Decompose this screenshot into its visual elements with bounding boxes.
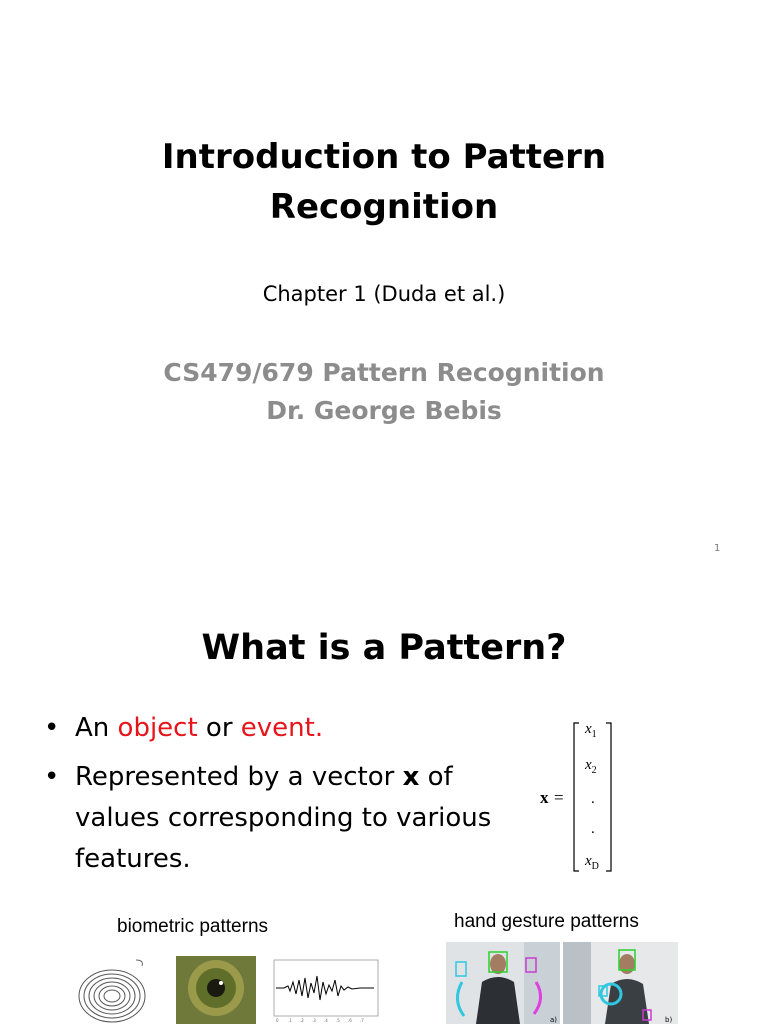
svg-text:.7: .7 [360,1018,364,1023]
chapter-subtitle: Chapter 1 (Duda et al.) [262,282,506,306]
bullet-item-vector [44,757,504,880]
title-line-1: Introduction to Pattern [161,137,607,177]
right-bracket [606,723,611,871]
bullet-text: Represented by a vector [75,762,403,792]
instructor-name: Dr. George Bebis [266,396,502,425]
vector-entry-5: $x_D$ [585,853,599,872]
vector-entry-1: $x_1$ [585,721,597,740]
highlight-event: event. [240,713,324,743]
vector-entry-3: . [591,791,595,807]
bullet-dot: • [44,713,60,743]
bullet-text: or [197,713,241,743]
vector-entry-2: $x_2$ [585,757,597,776]
page-number: 1 [714,543,721,554]
vector-equals: = [554,788,564,807]
gesture-label-a: a) [550,1016,558,1024]
gesture-image-b [563,942,678,1024]
course-info [0,354,768,430]
pattern-slide [0,576,768,1024]
left-bracket [574,723,579,871]
biometric-caption: biometric patterns [117,916,269,937]
vector-symbol: x [402,762,420,792]
hand-gesture-caption: hand gesture patterns [454,911,639,932]
svg-text:.4: .4 [324,1018,328,1023]
bullet-text: of values corresponding to various features. [75,762,492,874]
gesture-label-b: b) [665,1016,673,1024]
course-name: CS479/679 Pattern Recognition [163,358,605,387]
bullet-list [44,708,504,888]
voice-waveform-image [270,958,382,1024]
svg-text:.5: .5 [336,1018,340,1023]
highlight-object: object [117,713,198,743]
svg-text:0: 0 [276,1018,279,1023]
bullet-item-object-event [44,708,504,749]
bullet-dot: • [44,762,60,792]
svg-text:.2: .2 [300,1018,304,1023]
title-line-2: Recognition [269,187,499,227]
slide-title: What is a Pattern? [201,628,567,668]
slide-title [0,132,768,232]
iris-image [176,956,256,1024]
feature-vector-equation [530,719,625,874]
vector-lhs: x [540,788,549,807]
svg-text:.6: .6 [348,1018,352,1023]
vector-entry-4: . [591,821,595,837]
bullet-text: An [75,713,118,743]
gesture-image-a [446,942,560,1024]
svg-text:.3: .3 [312,1018,316,1023]
svg-text:.1: .1 [288,1018,292,1023]
fingerprint-image [76,956,150,1024]
